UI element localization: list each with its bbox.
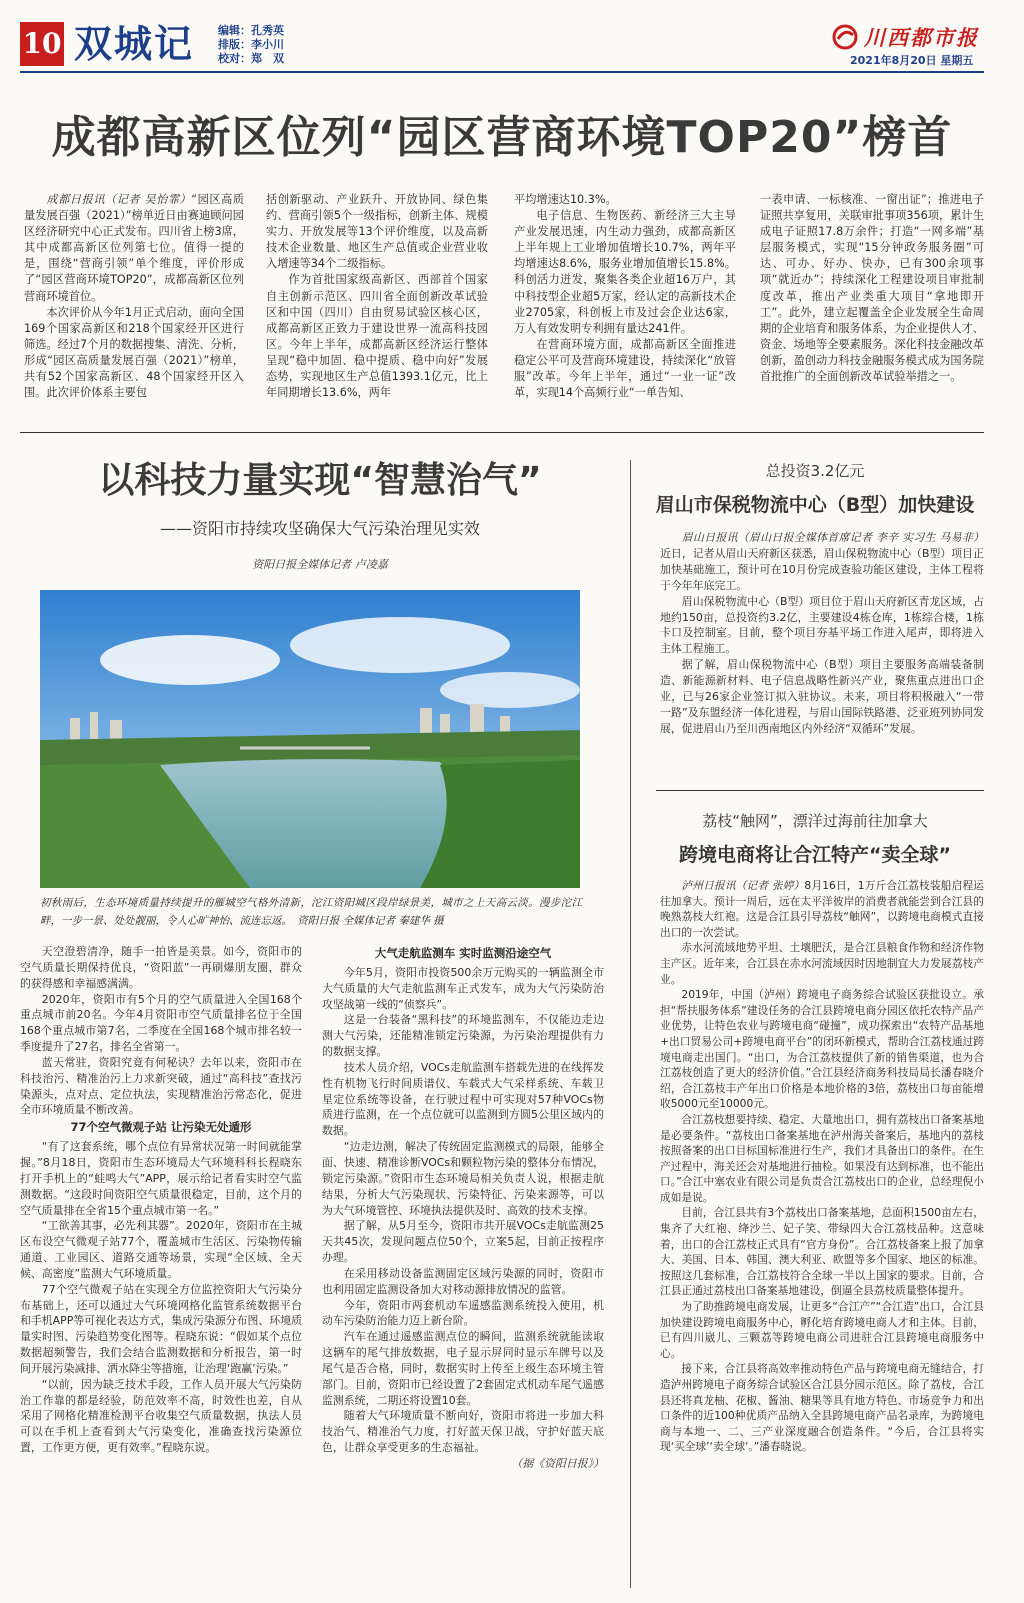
paragraph: “工欲善其事，必先利其器”。2020年，资阳市在主城区布设空气微观子站77个，覆盖城市生活区、污染物传输通道、工业园区、道路交通等场景，实现“全区域、全天候、高密度”监测大气环境质量。 <box>20 1219 302 1280</box>
article2-col1 <box>20 944 302 1456</box>
paragraph: 汽车在通过遥感监测点位的瞬间，监测系统就能读取这辆车的尾气排放数据，电子显示屏同时显示车牌号以及尾气是否合格，同时，数据实时上传至上级生态环境主管部门。目前，资阳市已经设置了2套固定式机动车尾气遥感监测系统，二期还将设置10套。 <box>322 1330 604 1407</box>
article3-kicker: 总投资3.2亿元 <box>765 462 865 480</box>
article2-photo <box>40 590 580 888</box>
article4-kicker: 荔枝“触网”，漂洋过海前往加拿大 <box>702 812 928 830</box>
article4-title: 跨境电商将让合江特产“卖全球” <box>679 844 951 866</box>
paragraph: “有了这套系统，哪个点位有异常状况第一时间就能掌握。”8月18日，资阳市生态环境局大气环境科科长程晓东打开手机上的“蛙鸣大气”APP，展示给记者看实时空气监测数据。“这段时间资阳空气质量很稳定，目前，这个月的空气质量排在全省15个重点城市第一名。” <box>20 1140 302 1217</box>
section-title: 双城记 <box>74 21 195 66</box>
article2-source: （据《资阳日报》） <box>511 1457 604 1470</box>
header-rule <box>20 71 984 73</box>
section-subhead: 大气走航监测车 实时监测沿途空气 <box>374 946 552 960</box>
article2-subtitle: ——资阳市持续攻坚确保大气污染治理见实效 <box>159 519 480 538</box>
staff-credits <box>218 24 284 66</box>
article4-byline: 泸州日报讯（记者 张婷） <box>681 879 805 892</box>
paragraph: 蓝天常驻，资阳究竟有何秘诀？去年以来，资阳市在科技治污、精准治污上力求新突破，通过“高科技”查找污染源头，点对点、定位执法，实现精准治污常态化，促进全市环境质量不断改善。 <box>20 1055 302 1117</box>
article2-title: 以科技力量实现“智慧治气” <box>98 460 542 501</box>
article2-byline: 资阳日报全媒体记者 卢凌嘉 <box>252 558 388 571</box>
paragraph: “边走边测，解决了传统固定监测模式的局限，能够全面、快速、精准诊断VOCs和颗粒物污染的整体分布情况，锁定污染源。”资阳市生态环境局相关负责人说，根据走航结果，分析大气污染现状、污染特征、污染来源等，可以为大气环境管控、环境执法提供及时、高效的技术支撑。 <box>322 1140 604 1217</box>
paragraph: 2020年，资阳市有5个月的空气质量进入全国168个重点城市前20名。今年4月资阳市空气质量排名位于全国168个重点城市第7名，二季度在全国168个城市排名较一季度提升了27名，排名全省第一。 <box>20 992 302 1054</box>
paragraph: “以前，因为缺乏技术手段，工作人员开展大气污染防治工作靠的都是经验，防范效率不高，时效性也差，自从采用了网格化精准检测平台收集空气质量数据，执法人员可以在手机上查看到大气污染变化，准确查找污染源位置，工作更方便，更有效率。”程晓东说。 <box>20 1377 302 1455</box>
staff-proof: 校对：郑 双 <box>218 52 284 65</box>
article1-col4: 一表申请、一标核准、一窗出证”；推进电子证照共享复用，关联审批事项356项，累计生成电子证照17.8万余件；打造“一网多端”基层服务模式，实现“15分钟政务服务圈”可达、可办、好办、快办，已有300余项事项“就近办”；持续深化工程建设项目审批制度改革，推出产业类重大项目“拿地即开工”。此外，建立起覆盖全企业发展全生命周期的企业培育和服务体系，为企业提供人才、资金、场地等全要素服务。深化科技金融改革创新，盈创动力科技金融服务模式成为国务院首批推广的全面创新改革试验举措之一。 <box>760 193 984 384</box>
issue-date: 2021年8月20日 星期五 <box>850 54 974 67</box>
article1-col3: 平均增速达10.3%。 电子信息、生物医药、新经济三大主导产业发展迅速，内生动力强劲，成都高新区上半年规上工业增加值增长10.7%，两年平均增速达8.6%，服务业增加值增长15.8%。科创活力迸发，聚集各类企业超16万户，其中科技型企业超5万家，经认定的高新技术企业2705家，科创板上市及过会企业达6家，万人有效发明专利拥有量达241件。 在营商环境方面，成都高新区全面推进稳定公平可及营商环境建设，持续深化“放管服”改革。今年上半年，通过“一业一证”改革，实现14个高频行业“一单告知、 <box>514 193 736 400</box>
paragraph: 77个空气微观子站在实现全方位监控资阳大气污染分布基础上，还可以通过大气环境网格化监管系统数据平台和手机APP等可视化表达方式，集成污染源分布图、环境质量实时图、污染趋势变化图等。程晓东说：“假如某个点位数据超频警告，我们会结合监测数据和分析报告，第一时间开展污染减排、洒水降尘等措施，让治理‘跑赢’污染。” <box>20 1282 302 1375</box>
divider-right <box>656 790 984 791</box>
paragraph: 技术人员介绍，VOCs走航监测车搭载先进的在线挥发性有机物飞行时间质谱仪、车载式大气采样系统、车载卫星定位系统等设备，在行驶过程中可实现对57种VOCs物质进行监测，在一个点位就可以监测到方圆5公里区域内的数据。 <box>322 1060 604 1138</box>
article1-byline: 成都日报讯（记者 吴怡霏） <box>46 193 192 206</box>
section-subhead: 77个空气微观子站 让污染无处遁形 <box>70 1120 252 1135</box>
paragraph: 在采用移动设备监测固定区域污染源的同时，资阳市也利用固定监测设备加大对移动源排放情况的监管。 <box>322 1266 604 1296</box>
paper-name: 川西都市报 <box>864 25 979 50</box>
article2-col2 <box>322 944 604 1472</box>
paragraph: 随着大气环境质量不断向好，资阳市将进一步加大科技治气、精准治气力度，打好蓝天保卫战，守护好蓝天底色，让群众享受更多的生态福祉。 <box>322 1409 604 1455</box>
article3-byline: 眉山日报讯（眉山日报全媒体首席记者 李辛 实习生 马易非） <box>681 531 984 544</box>
article4-body: 泸州日报讯（记者 张婷）8月16日，1万斤合江荔枝装船启程运往加拿大。预计一周后，远在太平洋彼岸的消费者就能尝到合江县的晚熟荔枝大红袍。这是合江县引导荔枝“触网”，以跨境电商模式直接出口的一次尝试。 赤水河流域地势平坦、土壤肥沃，是合江县粮食作物和经济作物主产区。近年来，合江县在赤水河流域因时因地制宜大力发展荔枝产业。 2019年，中国（泸州）跨境电子商务综合试验区获批设立。承担“帮扶服务体系”建设任务的合江县跨境电商分园区依托农特产品产业优势，让特色农业与跨境电商“碰撞”，成功探索出“农特产品基地+出口贸易公司+跨境电商平台”的闭环新模式，帮助合江荔枝通过跨境电商走出国门。“出口，为合江荔枝提供了新的销售渠道，也为合江荔枝创造了更大的经济价值。”合江县经济商务科技局局长潘春晓介绍，合江荔枝丰产年出口价格是本地价格的3倍，荔枝出口每亩能增收5000元至10000元。 合江荔枝想要持续、稳定、大量地出口，拥有荔枝出口备案基地是必要条件。“荔枝出口备案基地在泸州海关备案后，基地内的荔枝按照备案的出口目标国标准进行生产，我们才具备出口的条件。在生产过程中，海关还会对基地进行抽检。如果没有达到标准，也不能出口。”合江中塞农业有限公司是负责合江荔枝出口的企业，总经理倪小成如是说。 目前，合江县共有3个荔枝出口备案基地，总面积1500亩左右，集齐了大红袍、绛沙兰、妃子笑、带绿四大合江荔枝品种。这意味着，出口的合江荔枝正式具有“官方身份”。合江荔枝备案上报了加拿大、美国、日本、韩国、澳大利亚、欧盟等多个国家、地区的标准。按照这几套标准，合江荔枝符合全球一半以上国家的要求。目前，合江县正通过荔枝出口备案基地建设，倒逼全县荔枝质量整体提升。 为了助推跨境电商发展，让更多“合江产”“合江造”出口，合江县加快建设跨境电商服务中心，孵化培育跨境电商人才和主体。目前，已有四川崴儿、三颗荔等跨境电商公司进驻合江县跨境电商服务中心。 接下来，合江县将高效率推动特色产品与跨境电商无缝结合，打造泸州跨境电子商务综合试验区合江县分园示范区。除了荔枝，合江县还将真龙柚、花椒、酱油、糖果等具有地方特色、市场竞争力和出口条件的近100种优质产品纳入全县跨境电商产品名录库，为跨境电商与本地一、二、三产业深度融合创造条件。“今后，合江县将实现‘买全球’‘卖全球’。”潘春晓说。 <box>660 879 984 1454</box>
article1-col2: 括创新驱动、产业跃升、开放协同、绿色集约、营商引领5个一级指标，创新主体、规模实力、开放发展等13个评价维度，以及高新技术企业数量、地区生产总值或企业营业收入增速等34个二级指标。 作为首批国家级高新区、西部首个国家自主创新示范区、四川省全面创新改革试验区和中国（四川）自由贸易试验区核心区，成都高新区正致力于建设世界一流高科技园区。今年上半年，成都高新区经济运行整体呈现“稳中加固、稳中提质、稳中向好”发展态势，实现地区生产总值1393.1亿元，比上年同期增长13.6%，两年 <box>266 193 488 400</box>
paragraph: 天空澄碧清净，随手一拍皆是美景。如今，资阳市的空气质量长期保持优良，“资阳蓝”一再刷爆朋友圈，群众的获得感和幸福感满满。 <box>20 945 302 990</box>
paragraph: 据了解，从5月至今，资阳市共开展VOCs走航监测25天共45次，发现问题点位50个，立案5起，目前正按程序办理。 <box>322 1219 604 1265</box>
paper-logo-icon <box>832 24 858 50</box>
staff-editor: 编辑：孔秀英 <box>218 24 284 37</box>
column-divider <box>630 460 631 1588</box>
paragraph: 今年，资阳市两套机动车遥感监测系统投入使用，机动车污染防治能力迈上新台阶。 <box>322 1298 604 1328</box>
page-number-box: 10 <box>20 22 64 66</box>
article3-body: 眉山日报讯（眉山日报全媒体首席记者 李辛 实习生 马易非）近日，记者从眉山天府新区获悉，眉山保税物流中心（B型）项目正加快基础施工，预计可在10月份完成查验功能区建设，主体工程将于今年年底完工。 眉山保税物流中心（B型）项目位于眉山天府新区青龙区域，占地约150亩，总投资约3.2亿，主要建设4栋仓库，1栋综合楼，1栋卡口及控制室。目前，整个项目夯基平场工作进入尾声，即将进入主体工程施工。 据了解，眉山保税物流中心（B型）项目主要服务高端装备制造、新能源新材料、电子信息战略性新兴产业，聚焦重点进出口企业，已与26家企业签订拟入驻协议。未来，项目将积极融入“一带一路”及东盟经济一体化进程，与眉山国际铁路港、泛亚班列协同发展，促进眉山乃至川西南地区内外经济“双循环”发展。 <box>660 531 984 735</box>
paper-logo <box>832 22 979 52</box>
divider-top <box>20 432 984 433</box>
article1-title: 成都高新区位列“园区营商环境TOP20”榜首 <box>51 112 953 163</box>
article3-title: 眉山市保税物流中心（B型）加快建设 <box>655 494 975 516</box>
paragraph: 这是一台装备“黑科技”的环境监测车，不仅能边走边测大气污染，还能精准锁定污染源，为污染治理提供有力的数据支撑。 <box>322 1013 604 1059</box>
staff-layout: 排版：李小川 <box>218 38 284 51</box>
article1-col1: 成都日报讯（记者 吴怡霏）“园区高质量发展百强（2021）”榜单近日由赛迪顾问园区经济研究中心正式发布。四川省上榜3席，其中成都高新区位列第七位。值得一提的是，围绕“营商引领”单个维度，评价形成了“园区营商环境TOP20”，成都高新区位列营商环境首位。 本次评价从今年1月正式启动，面向全国169个国家高新区和218个国家经开区进行筛选。经过7个月的数据搜集、清洗、分析，形成“园区高质量发展百强（2021）”榜单，共有52个国家高新区、48个国家经开区入围。此次评价体系主要包 <box>24 193 245 400</box>
paragraph: 今年5月，资阳市投资500余万元购买的一辆监测全市大气质量的大气走航监测车正式发车，成为大气污染防治攻坚战第一线的“侦察兵”。 <box>322 965 604 1011</box>
photo-caption: 初秋雨后，生态环境质量持续提升的雁城空气格外清新，沱江资阳城区段岸绿景美，城市之上天高云淡。漫步沱江畔，一步一景、处处靓丽，令人心旷神怡、流连忘返。 资阳日报 全媒体记者 秦建华 摄 <box>40 897 582 927</box>
